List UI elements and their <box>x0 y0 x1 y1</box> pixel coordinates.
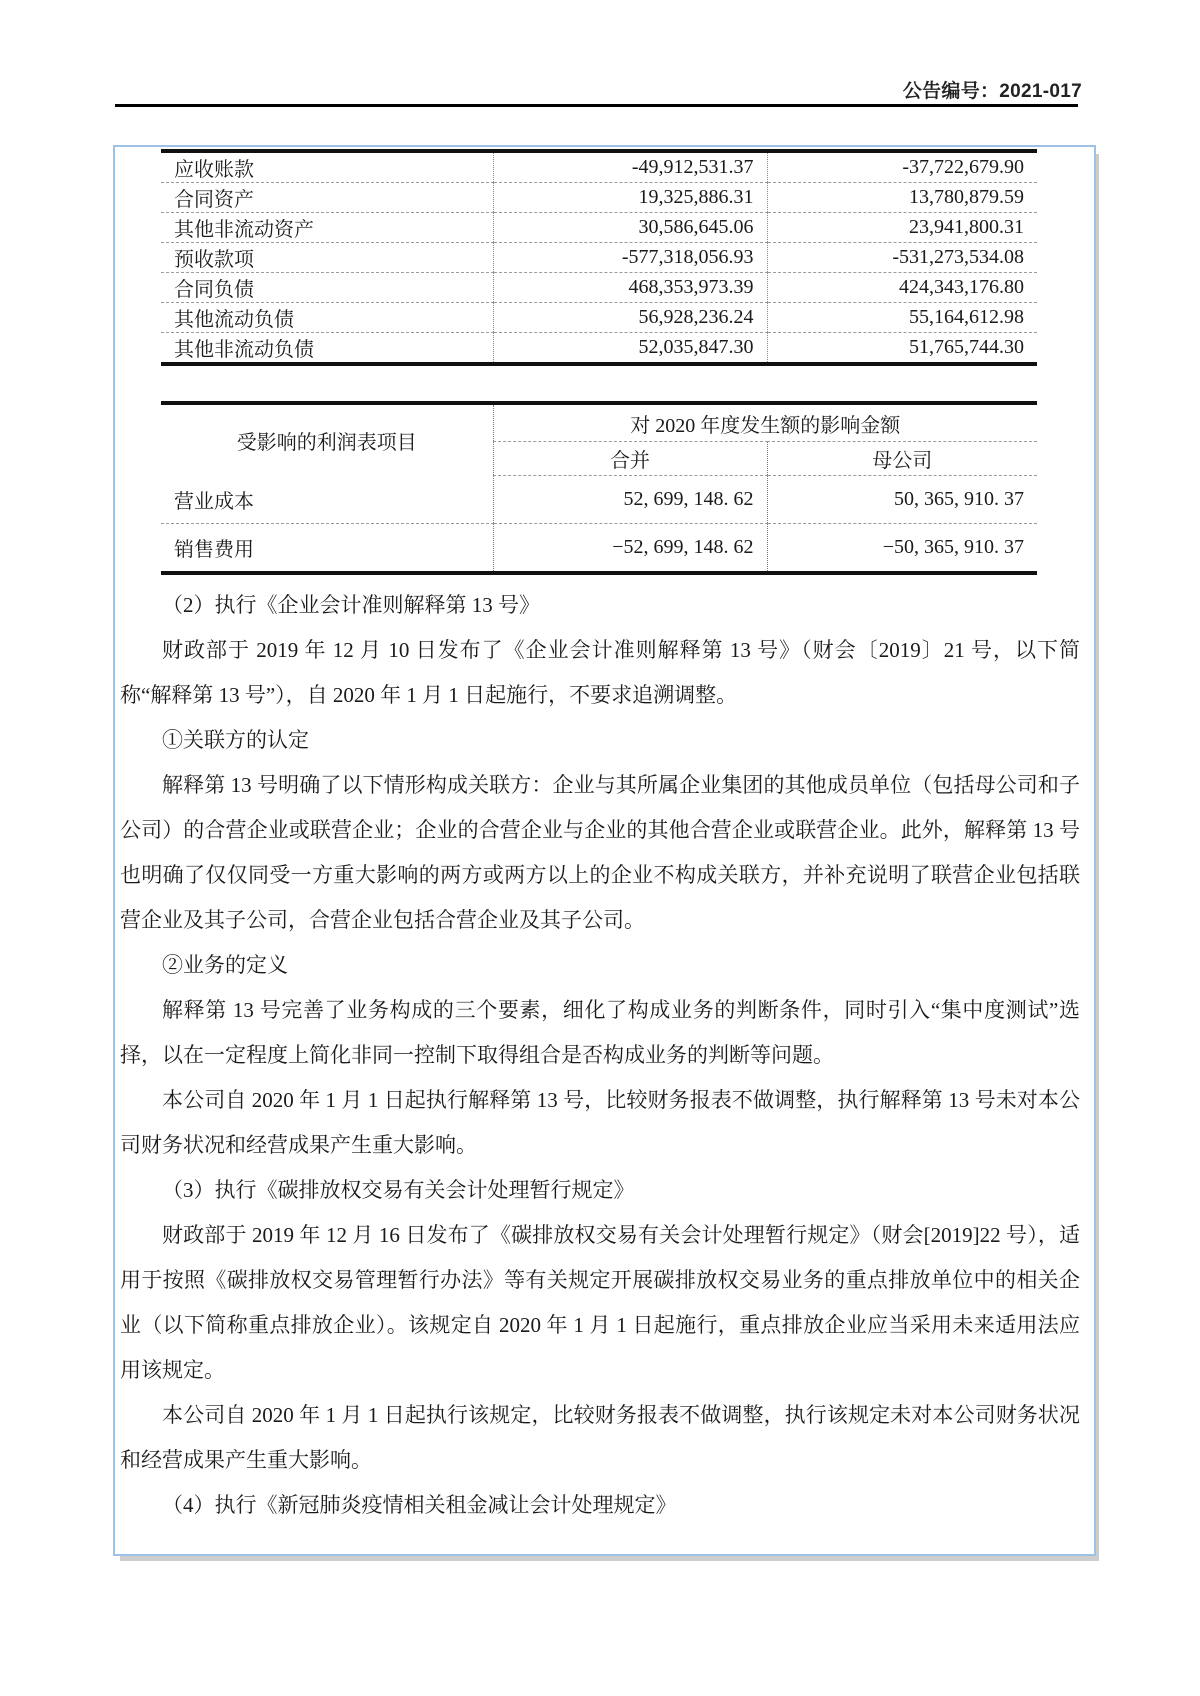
consolidated-amount-cell: -49,912,531.37 <box>493 151 767 183</box>
table-row <box>161 213 1037 243</box>
parent-amount-cell: 424,343,176.80 <box>767 273 1037 303</box>
consolidated-amount-cell: −52, 699, 148. 62 <box>493 524 767 574</box>
paragraph: 解释第 13 号明确了以下情形构成关联方：企业与其所属企业集团的其他成员单位（包括母公司和子公司）的合营企业或联营企业；企业的合营企业与企业的其他合营企业或联营企业。此外，解释第 13 号也明确了仅仅同受一方重大影响的两方或两方以上的企业不构成关联方，并补充说明了联营企业包括联营企业及其子公司，合营企业包括合营企业及其子公司。 <box>120 773 1080 932</box>
parent-amount-cell: −50, 365, 910. 37 <box>767 524 1037 574</box>
item-cell: 合同负债 <box>161 273 493 303</box>
paragraph-subsection-2-title: ②业务的定义 <box>162 953 288 977</box>
parent-amount-cell: -531,273,534.08 <box>767 243 1037 273</box>
header-divider <box>115 104 1078 107</box>
paragraph: 财政部于 2019 年 12 月 16 日发布了《碳排放权交易有关会计处理暂行规定》（财会[2019]22 号），适用于按照《碳排放权交易管理暂行办法》等有关规定开展碳排放权交易业务的重点排放单位中的相关企业（以下简称重点排放企业）。该规定自 2020 年 1 月 1 日起施行，重点排放企业应当采用未来适用法应用该规定。 <box>120 1223 1080 1382</box>
paragraph: 本公司自 2020 年 1 月 1 日起执行解释第 13 号，比较财务报表不做调整，执行解释第 13 号未对本公司财务状况和经营成果产生重大影响。 <box>120 1088 1080 1157</box>
paragraph-section-2-title: （2）执行《企业会计准则解释第 13 号》 <box>162 593 540 617</box>
impact-header-cell: 对 2020 年度发生额的影响金额 <box>493 403 1037 442</box>
item-cell: 销售费用 <box>161 524 493 574</box>
parent-amount-cell: 13,780,879.59 <box>767 183 1037 213</box>
table-row <box>161 476 1037 524</box>
income-statement-impact-table <box>161 401 1037 575</box>
table-row <box>161 183 1037 213</box>
parent-amount-cell: 23,941,800.31 <box>767 213 1037 243</box>
table-row <box>161 303 1037 333</box>
consolidated-amount-cell: 52, 699, 148. 62 <box>493 476 767 524</box>
parent-amount-cell: 50, 365, 910. 37 <box>767 476 1037 524</box>
consolidated-header-cell: 合并 <box>493 442 767 476</box>
consolidated-amount-cell: 19,325,886.31 <box>493 183 767 213</box>
table-row <box>161 243 1037 273</box>
paragraph: 本公司自 2020 年 1 月 1 日起执行该规定，比较财务报表不做调整，执行该规定未对本公司财务状况和经营成果产生重大影响。 <box>120 1403 1080 1472</box>
paragraph-section-4-title: （4）执行《新冠肺炎疫情相关租金减让会计处理规定》 <box>162 1493 677 1517</box>
item-cell: 合同资产 <box>161 183 493 213</box>
parent-header-cell: 母公司 <box>767 442 1037 476</box>
consolidated-amount-cell: 468,353,973.39 <box>493 273 767 303</box>
item-cell: 其他非流动负债 <box>161 333 493 365</box>
paragraph-subsection-1-title: ①关联方的认定 <box>162 728 309 752</box>
consolidated-amount-cell: -577,318,056.93 <box>493 243 767 273</box>
table-row <box>161 333 1037 365</box>
announcement-number: 公告编号：2021-017 <box>902 81 1082 102</box>
table-row <box>161 524 1037 574</box>
item-cell: 营业成本 <box>174 490 254 513</box>
table-row <box>161 273 1037 303</box>
paragraph: 解释第 13 号完善了业务构成的三个要素，细化了构成业务的判断条件，同时引入“集中度测试”选择，以在一定程度上简化非同一控制下取得组合是否构成业务的判断等问题。 <box>120 998 1080 1067</box>
item-cell: 应收账款 <box>161 151 493 183</box>
paragraph: 财政部于 2019 年 12 月 10 日发布了《企业会计准则解释第 13 号》（财会〔2019〕21 号，以下简称“解释第 13 号”），自 2020 年 1 月 1 日起施行，不要求追溯调整。 <box>120 638 1080 707</box>
parent-amount-cell: 55,164,612.98 <box>767 303 1037 333</box>
parent-amount-cell: 51,765,744.30 <box>767 333 1037 365</box>
consolidated-amount-cell: 30,586,645.06 <box>493 213 767 243</box>
parent-amount-cell: -37,722,679.90 <box>767 151 1037 183</box>
content-box <box>113 145 1096 1556</box>
table-row <box>161 151 1037 183</box>
item-cell: 其他非流动资产 <box>161 213 493 243</box>
table-header-row <box>161 403 1037 442</box>
item-cell: 其他流动负债 <box>161 303 493 333</box>
item-cell: 预收款项 <box>161 243 493 273</box>
paragraph-section-3-title: （3）执行《碳排放权交易有关会计处理暂行规定》 <box>162 1178 635 1202</box>
consolidated-amount-cell: 56,928,236.24 <box>493 303 767 333</box>
consolidated-amount-cell: 52,035,847.30 <box>493 333 767 365</box>
body-text <box>120 583 1080 1528</box>
item-header-cell: 受影响的利润表项目 <box>161 403 493 476</box>
balance-sheet-impact-table <box>161 149 1037 366</box>
